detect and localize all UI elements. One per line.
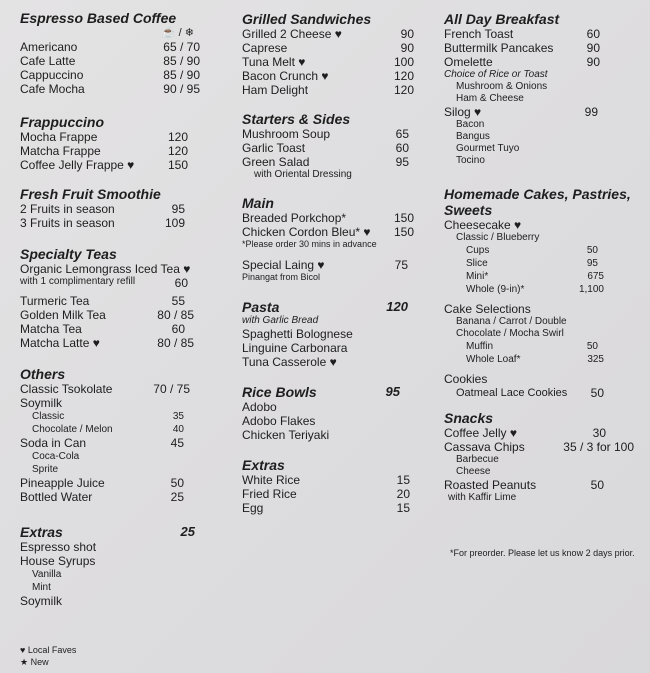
menu-item: Egg 15 bbox=[242, 501, 410, 515]
order-note: *Please order 30 mins in advance bbox=[242, 239, 377, 249]
menu-item: Turmeric Tea 55 bbox=[20, 294, 185, 308]
menu-item: Matcha Latte ♥ 80 / 85 bbox=[20, 336, 194, 350]
menu-item: 2 Fruits in season 95 bbox=[20, 202, 185, 216]
section-title: Specialty Teas bbox=[20, 246, 117, 262]
menu-item: Chicken Teriyaki bbox=[242, 428, 330, 442]
menu-item: Cake Selections bbox=[444, 302, 531, 316]
section-smoothie bbox=[20, 186, 200, 230]
section-title: All Day Breakfast bbox=[444, 11, 560, 27]
menu-item-option: Classic / Blueberry bbox=[456, 232, 540, 243]
menu-item: Omelette 90 bbox=[444, 55, 600, 69]
menu-item: Muffin 50 bbox=[466, 341, 598, 352]
menu-item: Slice 95 bbox=[466, 258, 598, 269]
section-title: Fresh Fruit Smoothie bbox=[20, 186, 161, 202]
section-title: Pasta bbox=[242, 299, 280, 315]
legend-local-faves: ♥ Local Faves bbox=[20, 645, 77, 655]
menu-item: Matcha Tea 60 bbox=[20, 322, 185, 336]
menu-item: White Rice 15 bbox=[242, 473, 410, 487]
menu-item: Mocha Frappe 120 bbox=[20, 130, 188, 144]
menu-item: Pineapple Juice 50 bbox=[20, 476, 184, 490]
menu-item: Soda in Can 45 bbox=[20, 436, 184, 450]
section-title: Sweets bbox=[444, 202, 493, 218]
section-extras-drinks bbox=[20, 524, 200, 608]
menu-item: Classic 35 bbox=[32, 411, 184, 422]
menu-item-option: Bacon bbox=[456, 119, 485, 130]
menu-item: Soymilk bbox=[20, 396, 63, 410]
menu-item: Coca-Cola bbox=[32, 451, 80, 462]
section-price: 95 bbox=[385, 384, 400, 399]
menu-item-option: Barbecue bbox=[456, 454, 499, 465]
menu-item-option: Cheese bbox=[456, 466, 491, 477]
section-breakfast bbox=[444, 11, 640, 167]
section-title: Espresso Based Coffee bbox=[20, 10, 177, 26]
menu-item-option: Mushroom & Onions bbox=[456, 81, 548, 92]
menu-item: Roasted Peanuts 50 bbox=[444, 478, 604, 492]
menu-item-option: Chocolate / Mocha Swirl bbox=[456, 328, 564, 339]
section-others bbox=[20, 366, 200, 504]
section-teas bbox=[20, 246, 200, 350]
menu-item: Adobo bbox=[242, 400, 277, 414]
menu-item: Mini* 675 bbox=[466, 271, 604, 282]
section-title: Extras bbox=[20, 524, 63, 540]
section-price: 120 bbox=[386, 299, 408, 314]
menu-item: Soymilk bbox=[20, 594, 63, 608]
section-title: Starters & Sides bbox=[242, 111, 351, 127]
menu-item: Mint bbox=[32, 582, 51, 593]
section-espresso bbox=[20, 10, 200, 96]
menu-item-option: Tocino bbox=[456, 155, 485, 166]
menu-item-note: with Kaffir Lime bbox=[448, 492, 517, 503]
menu-item: Coffee Jelly ♥ 30 bbox=[444, 426, 606, 440]
menu-item: Organic Lemongrass Iced Tea ♥ bbox=[20, 262, 191, 276]
menu-item: French Toast 60 bbox=[444, 27, 600, 41]
menu-item: Tuna Melt ♥ 100 bbox=[242, 55, 414, 69]
menu-item: Chocolate / Melon 40 bbox=[32, 424, 184, 435]
menu-item: Linguine Carbonara bbox=[242, 341, 348, 355]
menu-item-note: with Garlic Bread bbox=[242, 315, 319, 326]
section-sandwiches bbox=[242, 11, 414, 97]
section-title: Others bbox=[20, 366, 66, 382]
menu-item-option: Ham & Cheese bbox=[456, 93, 524, 104]
menu-item: Espresso shot bbox=[20, 540, 97, 554]
menu-item: Mushroom Soup 65 bbox=[242, 127, 409, 141]
section-main bbox=[242, 195, 414, 283]
menu-item: House Syrups bbox=[20, 554, 96, 568]
hot-iced-icons: ☕ / ❄ bbox=[161, 27, 194, 39]
menu-item: Coffee Jelly Frappe ♥ 150 bbox=[20, 158, 188, 172]
section-pasta bbox=[242, 299, 414, 369]
legend-new: ★ New bbox=[20, 657, 49, 667]
menu-item: Cups 50 bbox=[466, 245, 598, 256]
section-extras-food bbox=[242, 457, 414, 515]
menu-item-note: Choice of Rice or Toast bbox=[444, 69, 548, 80]
menu-item: 3 Fruits in season 109 bbox=[20, 216, 185, 230]
menu-item: Cookies bbox=[444, 372, 488, 386]
section-starters bbox=[242, 111, 414, 181]
menu-item-note: with Oriental Dressing bbox=[254, 169, 352, 180]
menu-item: Oatmeal Lace Cookies 50 bbox=[456, 386, 604, 400]
menu-item: Grilled 2 Cheese ♥ 90 bbox=[242, 27, 414, 41]
menu-item: Chicken Cordon Bleu* ♥ 150 bbox=[242, 225, 414, 239]
section-title: Rice Bowls bbox=[242, 384, 317, 400]
section-title: Grilled Sandwiches bbox=[242, 11, 372, 27]
menu-item-option: Gourmet Tuyo bbox=[456, 143, 520, 154]
section-title: Main bbox=[242, 195, 274, 211]
menu-item: Spaghetti Bolognese bbox=[242, 327, 353, 341]
menu-item: Green Salad 95 bbox=[242, 155, 409, 169]
menu-item: Sprite bbox=[32, 464, 59, 475]
menu-item: Cassava Chips 35 / 3 for 100 bbox=[444, 440, 634, 454]
menu-item: Americano 65 / 70 bbox=[20, 40, 200, 54]
legend bbox=[20, 644, 76, 668]
menu-item: Cappuccino 85 / 90 bbox=[20, 68, 200, 82]
menu-item-option: Banana / Carrot / Double bbox=[456, 316, 567, 327]
section-rice-bowls bbox=[242, 384, 414, 442]
menu-item: Classic Tsokolate 70 / 75 bbox=[20, 382, 190, 396]
menu-item: Ham Delight 120 bbox=[242, 83, 414, 97]
section-snacks bbox=[444, 410, 640, 504]
menu-item: Tuna Casserole ♥ bbox=[242, 355, 337, 369]
section-title: Extras bbox=[242, 457, 285, 473]
menu-item: Caprese 90 bbox=[242, 41, 414, 55]
menu-item: Bottled Water 25 bbox=[20, 490, 184, 504]
menu-item-note: Pinangat from Bicol bbox=[242, 272, 321, 282]
menu-item: Fried Rice 20 bbox=[242, 487, 410, 501]
section-price: 25 bbox=[180, 524, 195, 539]
menu-item: Breaded Porkchop* 150 bbox=[242, 211, 414, 225]
menu-item: Silog ♥ 99 bbox=[444, 105, 598, 119]
menu-item: Golden Milk Tea 80 / 85 bbox=[20, 308, 194, 322]
menu-item-option: Bangus bbox=[456, 131, 490, 142]
menu-item: Cafe Latte 85 / 90 bbox=[20, 54, 200, 68]
menu-item: Special Laing ♥ 75 bbox=[242, 258, 408, 272]
menu-item: Buttermilk Pancakes 90 bbox=[444, 41, 600, 55]
menu-item: Bacon Crunch ♥ 120 bbox=[242, 69, 414, 83]
section-title: Snacks bbox=[444, 410, 494, 426]
menu-item: Whole Loaf* 325 bbox=[466, 354, 604, 365]
preorder-note: *For preorder. Please let us know 2 days prior. bbox=[450, 548, 635, 558]
section-frappuccino bbox=[20, 114, 200, 172]
menu-item: Whole (9-in)* 1,100 bbox=[466, 284, 604, 295]
menu-item: Cafe Mocha 90 / 95 bbox=[20, 82, 200, 96]
menu-item: Garlic Toast 60 bbox=[242, 141, 409, 155]
menu-item: Matcha Frappe 120 bbox=[20, 144, 188, 158]
section-title: Frappuccino bbox=[20, 114, 105, 130]
menu-item: Adobo Flakes bbox=[242, 414, 316, 428]
section-title: Homemade Cakes, Pastries, bbox=[444, 186, 631, 202]
section-cakes bbox=[444, 186, 640, 400]
menu-item: Vanilla bbox=[32, 569, 62, 580]
menu-item-note: with 1 complimentary refill 60 bbox=[20, 276, 188, 290]
menu-item: Cheesecake ♥ bbox=[444, 218, 522, 232]
